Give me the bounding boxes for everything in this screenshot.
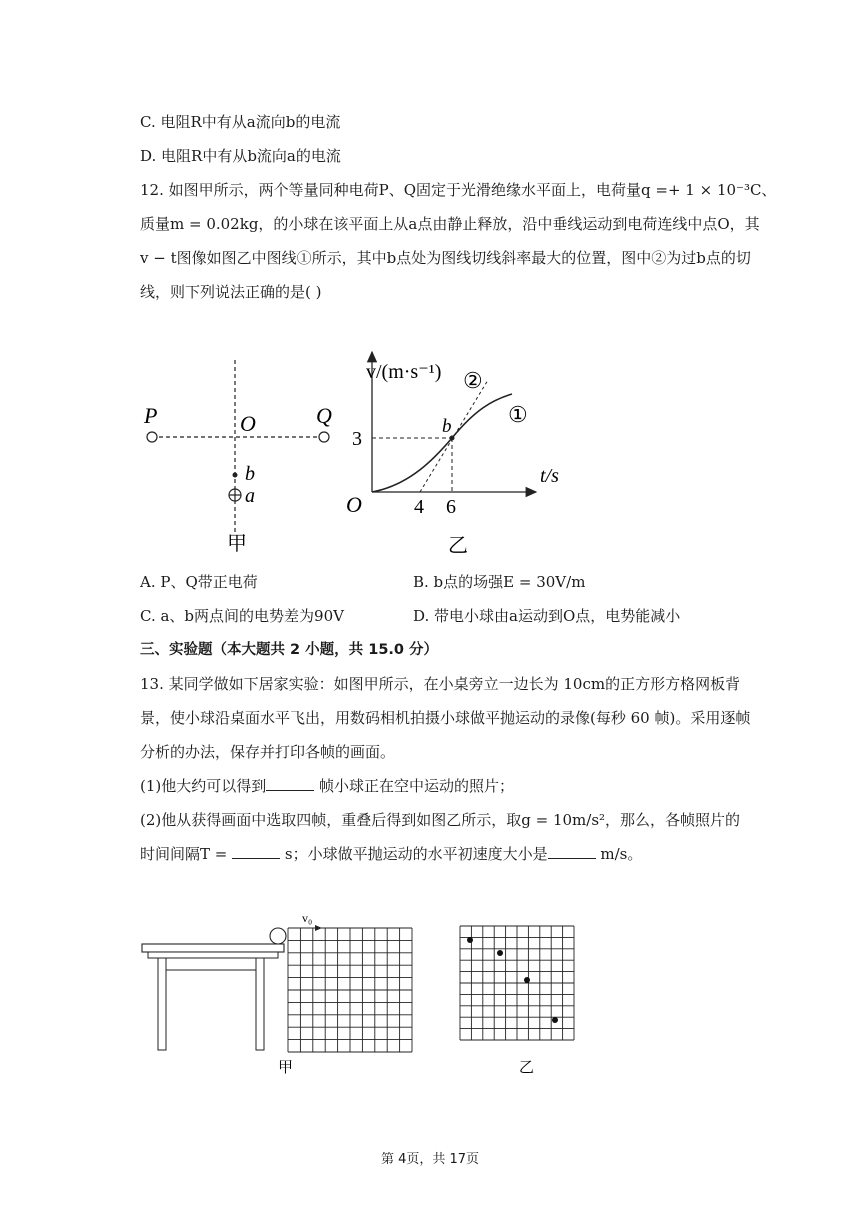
point-a-label: a [245, 485, 255, 507]
y-tick-3: 3 [352, 428, 362, 450]
charge-p-label: P [144, 403, 158, 428]
curve-2-label: ② [463, 368, 483, 393]
tangent-point-b: b [442, 416, 452, 437]
v0-label: v₀ [302, 911, 313, 925]
q13-subq2-part-a: 时间间隔T = [140, 845, 233, 863]
point-b-label: b [245, 463, 255, 485]
q13-subq1-prefix: (1)他大约可以得到 [140, 777, 267, 795]
q13-subq1-suffix: 帧小球正在空中运动的照片； [314, 777, 515, 795]
origin-label: O [346, 492, 362, 517]
figure-jia-caption: 甲 [227, 533, 247, 555]
q13-subq2-part-c: m/s。 [595, 845, 643, 863]
q12-option-a: A. P、Q带正电荷 [140, 573, 258, 591]
q12-stem-line4: 线，则下列说法正确的是( ) [140, 283, 322, 301]
q13-stem-line1: 13. 某同学做如下居家实验：如图甲所示，在小桌旁立一边长为 10cm的正方形方格网板背 [140, 675, 741, 693]
q12-stem-line3: v − t图像如图乙中图线①所示，其中b点处为图线切线斜率最大的位置，图中②为过b点的切 [140, 249, 751, 267]
section-heading: 三、实验题（本大题共 2 小题，共 15.0 分） [140, 642, 439, 658]
figure-yi-caption-13: 乙 [519, 1060, 535, 1076]
q12-option-d: D. 带电小球由a运动到O点，电势能减小 [413, 607, 681, 625]
y-axis-label: v/(m·s⁻¹) [366, 361, 442, 383]
page-footer: 第 4页，共 17页 [380, 1152, 480, 1167]
q13-subq2-part-b: s；小球做平抛运动的水平初速度大小是 [280, 845, 548, 863]
ball-frame-2 [497, 950, 503, 956]
q12-option-c: C. a、b两点间的电势差为90V [140, 607, 344, 625]
q13-stem-line2: 景，使小球沿桌面水平飞出，用数码相机拍摄小球做平抛运动的录像(每秒 60 帧)。采用逐帧 [140, 709, 751, 727]
ball-frame-3 [524, 977, 530, 983]
charge-q-label: Q [316, 403, 332, 428]
x-tick-6: 6 [446, 496, 456, 518]
q12-figure-jia [130, 355, 350, 560]
ball-frame-4 [552, 1017, 558, 1023]
q13-stem-line3: 分析的办法，保存并打印各帧的画面。 [140, 743, 396, 761]
answer-blank-2 [232, 844, 280, 859]
q13-figure-jia [138, 908, 418, 1078]
answer-blank-3 [548, 844, 596, 859]
photo-grid [460, 926, 574, 1040]
q13-subq2-line2 [140, 844, 642, 864]
figure-yi-caption: 乙 [448, 535, 468, 557]
midpoint-o-label: O [240, 411, 256, 436]
q12-stem-line1: 12. 如图甲所示，两个等量同种电荷P、Q固定于光滑绝缘水平面上，电荷量q =+ 1 × 10⁻³C、 [140, 181, 777, 199]
q12-stem-line2: 质量m = 0.02kg，的小球在该平面上从a点由静止释放，沿中垂线运动到电荷连线中点O，其 [140, 215, 760, 233]
q11-option-c: C. 电阻R中有从a流向b的电流 [140, 113, 341, 131]
answer-blank-1 [266, 776, 314, 791]
figure-jia-caption-13: 甲 [278, 1060, 294, 1076]
x-tick-4: 4 [414, 496, 424, 518]
q11-option-d: D. 电阻R中有从b流向a的电流 [140, 147, 341, 165]
q13-subq2-line1: (2)他从获得画面中选取四帧，重叠后得到如图乙所示，取g = 10m/s²，那么，各帧照片的 [140, 811, 741, 829]
ball-frame-1 [467, 937, 473, 943]
curve-1-label: ① [508, 402, 528, 427]
x-axis-label: t/s [540, 465, 559, 487]
background-grid [288, 928, 412, 1052]
q12-option-b: B. b点的场强E = 30V/m [413, 573, 586, 591]
q13-subq1 [140, 776, 514, 796]
q13-figure-yi [455, 920, 595, 1080]
q12-figure-yi [340, 340, 580, 560]
